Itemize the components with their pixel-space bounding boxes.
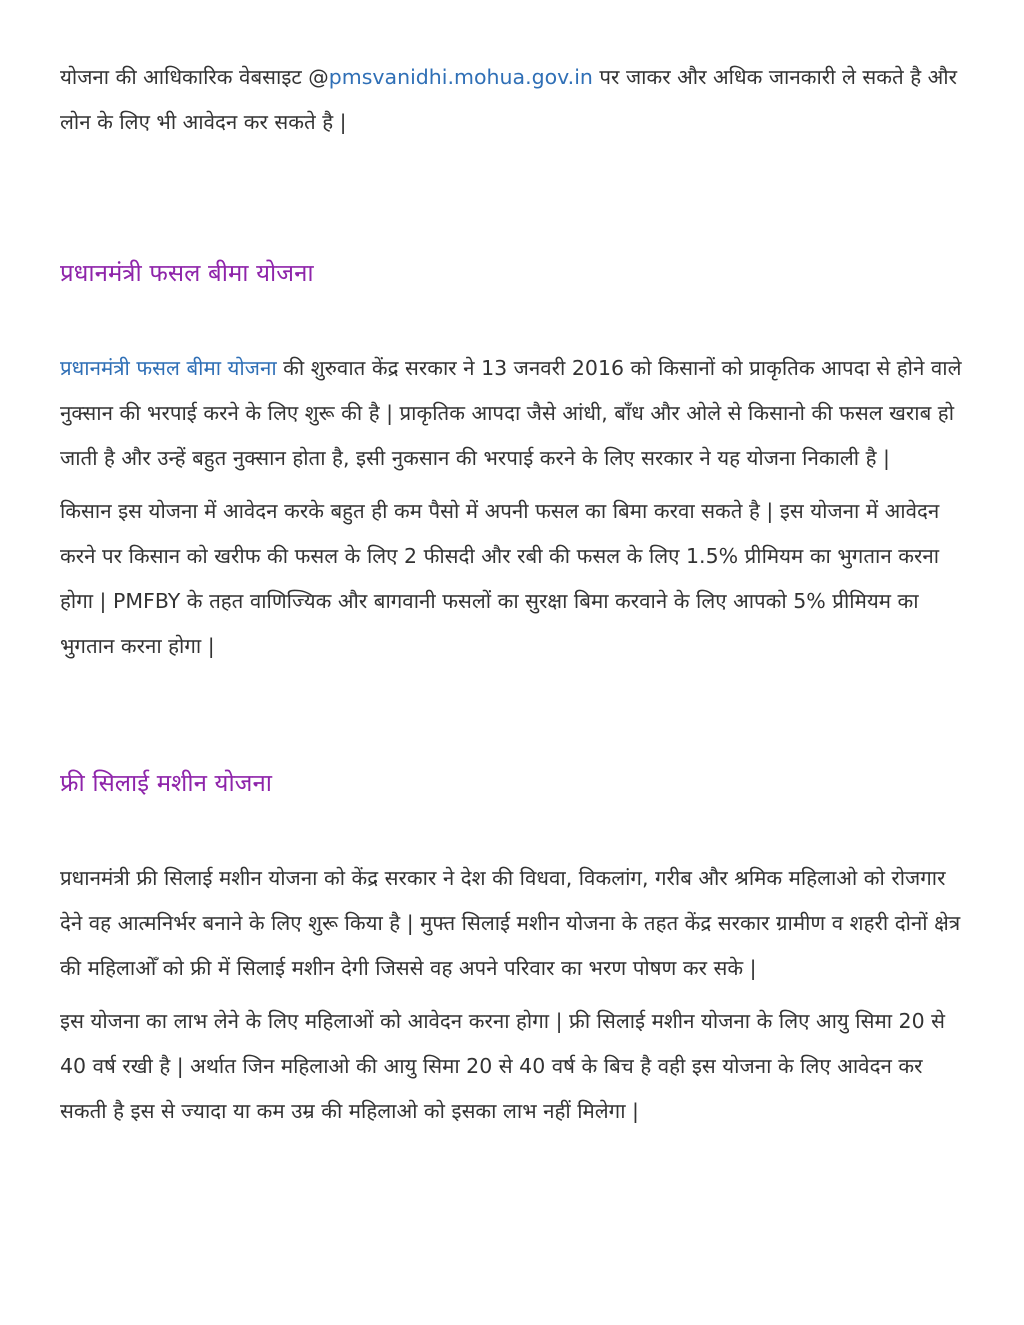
silai-machine-paragraph-1: प्रधानमंत्री फ्री सिलाई मशीन योजना को केंद्र सरकार ने देश की विधवा, विकलांग, गरीब और श्रमिक महिलाओ को रोजगार देने वह आत्मनिर्भर बनाने के लिए शुरू किया है | मुफ्त सिलाई मशीन योजना के तहत केंद्र सरकार ग्रामीण व शहरी दोनों क्षेत्र की महिलाओँ को फ्री में सिलाई मशीन देगी जिससे वह अपने परिवार का भरण पोषण कर सके | [60,866,961,980]
fasal-bima-link[interactable]: प्रधानमंत्री फसल बीमा योजना [60,356,277,380]
article-body [60,55,965,1134]
pmsvanidhi-website-link[interactable]: pmsvanidhi.mohua.gov.in [328,65,593,89]
fasal-bima-paragraph-1 [60,346,965,481]
silai-machine-paragraph-2: इस योजना का लाभ लेने के लिए महिलाओं को आवेदन करना होगा | फ्री सिलाई मशीन योजना के लिए आयु सिमा 20 से 40 वर्ष रखी है | अर्थात जिन महिलाओ की आयु सिमा 20 से 40 वर्ष के बिच है वही इस योजना के लिए आवेदन कर सकती है इस से ज्यादा या कम उम्र की महिलाओ को इसका लाभ नहीं मिलेगा | [60,1009,946,1123]
intro-paragraph [60,55,965,145]
fasal-bima-paragraph-1-text: की शुरुवात केंद्र सरकार ने 13 जनवरी 2016 को किसानों को प्राकृतिक आपदा से होने वाले नुक्सान की भरपाई करने के लिए शुरू की है | प्राकृतिक आपदा जैसे आंधी, बाँध और ओले से किसानो की फसल खराब हो जाती है और उन्हें बहुत नुक्सान होता है, इसी नुकसान की भरपाई करने के लिए सरकार ने यह योजना निकाली है | [60,356,962,470]
silai-machine-heading: फ्री सिलाई मशीन योजना [60,769,273,797]
fasal-bima-paragraph-2: किसान इस योजना में आवेदन करके बहुत ही कम पैसो में अपनी फसल का बिमा करवा सकते है | इस योजना में आवेदन करने पर किसान को खरीफ की फसल के लिए 2 फीसदी और रबी की फसल के लिए 1.5% प्रीमियम का भुगतान करना होगा | PMFBY के तहत वाणिज्यिक और बागवानी फसलों का सुरक्षा बिमा करवाने के लिए आपको 5% प्रीमियम का भुगतान करना होगा | [60,499,940,658]
fasal-bima-heading: प्रधानमंत्री फसल बीमा योजना [60,259,314,287]
intro-text-after-link: पर जाकर और अधिक जानकारी ले सकते है और लोन के लिए भी आवेदन कर सकते है | [60,65,957,134]
intro-text-before-link: योजना की आधिकारिक वेबसाइट @ [60,65,329,89]
